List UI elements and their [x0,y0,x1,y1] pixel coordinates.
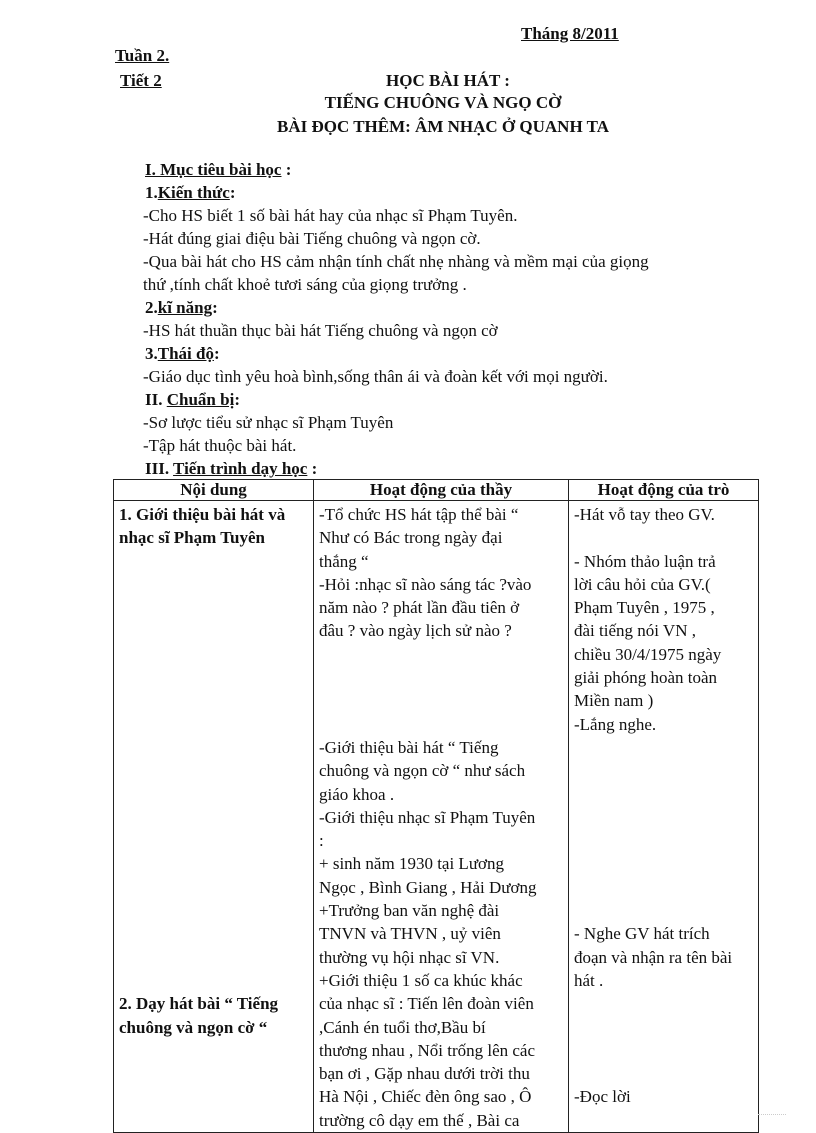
table-header-row [114,480,759,501]
period-label: Tiết 2 [120,71,162,90]
cell-line [319,666,564,689]
cell-line: -Hát vỗ tay theo GV. [574,505,715,524]
cell-line [319,643,564,666]
cell-line: chuông và ngọn cờ “ [119,1017,268,1037]
preparation-heading [145,390,240,410]
skills-heading [145,298,218,318]
cell-line: - Nhóm thảo luận trả [574,551,716,571]
cell-line [574,806,754,829]
attitude-num: 3. [145,344,158,363]
cell-line [119,713,309,736]
cell-line: Miền nam ) [574,691,654,711]
cell-line: -Giới thiệu nhạc sĩ Phạm Tuyên [319,807,536,827]
cell-line: -Giới thiệu bài hát “ Tiếng [319,737,499,757]
process-heading [145,459,317,479]
process-num: III. [145,459,174,478]
knowledge-line: thứ ,tính chất khoẻ tươi sáng của giọng trưởng . [143,275,467,294]
cell-line [574,526,754,549]
header-teacher: Hoạt động của thầy [314,480,569,501]
cell-line: + sinh năm 1930 tại Lương [319,854,505,874]
skills-num: 2. [145,298,158,317]
preparation-num: II. [145,390,167,409]
objectives-heading [145,160,291,180]
knowledge-label: Kiến thức [157,183,230,202]
cell-line [119,573,309,596]
knowledge-num: 1. [145,183,158,202]
cell-line: giáo khoa . [319,784,395,804]
cell-line [119,689,309,712]
cell-line: : [319,831,324,851]
cell-line [574,1039,754,1062]
cell-line [119,899,309,922]
cell-line: Ngọc , Bình Giang , Hải Dương [319,877,537,897]
cell-line: -Hỏi :nhạc sĩ nào sáng tác ?vào [319,574,532,594]
knowledge-heading [145,183,235,203]
cell-line [574,992,754,1015]
cell-line: thường vụ hội nhạc sĩ VN. [319,947,500,967]
cell-line [119,852,309,875]
preparation-line: -Tập hát thuộc bài hát. [143,436,297,455]
week-label: Tuần 2. [115,46,170,65]
cell-line: - Nghe GV hát trích [574,924,710,944]
skills-line: -HS hát thuần thục bài hát Tiếng chuông và ngọn cờ [143,321,498,340]
cell-line: năm nào ? phát lần đầu tiên ở [319,598,520,618]
preparation-line: -Sơ lược tiểu sử nhạc sĩ Phạm Tuyên [143,413,394,432]
table-row [114,501,759,1133]
preparation-colon: : [234,390,240,409]
cell-line [119,783,309,806]
cell-line: đâu ? vào ngày lịch sử nào ? [319,621,512,641]
process-colon: : [307,459,318,478]
cell-line: Như có Bác trong ngày đại [319,528,503,548]
cell-line: -Lắng nghe. [574,714,657,734]
header-student: Hoạt động của trò [569,480,759,501]
preparation-label: Chuẩn bị [166,390,235,409]
cell-line: giải phóng hoàn toàn [574,668,718,688]
cell-teacher [314,501,569,1133]
objectives-heading-suffix: : [281,160,292,179]
cell-line [119,922,309,945]
cell-line: +Trưởng ban văn nghệ đài [319,901,500,921]
cell-content [114,501,314,1133]
lesson-title-line3: BÀI ĐỌC THÊM: ÂM NHẠC Ở QUANH TA [277,117,609,136]
cell-line [119,876,309,899]
cell-line: Hà Nội , Chiếc đèn ông sao , Ô [319,1087,532,1107]
cell-line [319,713,564,736]
lesson-title-line2: TIẾNG CHUÔNG VÀ NGỌ CỜ [324,93,562,112]
cell-line [119,806,309,829]
attitude-label: Thái độ [157,344,214,363]
cell-line: hát . [574,970,604,990]
cell-line: nhạc sĩ Phạm Tuyên [119,528,265,548]
skills-label: kĩ năng [157,298,213,317]
cell-line [574,829,754,852]
cell-line: -Tổ chức HS hát tập thể bài “ [319,505,519,524]
cell-line: 2. Dạy hát bài “ Tiếng [119,994,279,1014]
cell-student [569,501,759,1133]
cell-line: trường cô dạy em thế , Bài ca [319,1110,520,1130]
knowledge-line: -Qua bài hát cho HS cảm nhận tính chất nhẹ nhàng và mềm mại của giọng [143,252,649,271]
cell-line: của nhạc sĩ : Tiến lên đoàn viên [319,994,534,1014]
cell-line [574,852,754,875]
cell-line [119,619,309,642]
cell-line: Phạm Tuyên , 1975 , [574,598,715,618]
cell-line [119,550,309,573]
cell-line: -Đọc lời [574,1087,631,1107]
process-label: Tiến trình dạy học [173,459,308,478]
cell-line: lời câu hỏi của GV.( [574,574,711,594]
cell-line [574,899,754,922]
page-mark [758,1114,786,1115]
knowledge-colon: : [229,183,236,202]
cell-line: chuông và ngọn cờ “ như sách [319,761,526,781]
attitude-line: -Giáo dục tình yêu hoà bình,sống thân ái và đoàn kết với mọi người. [143,367,608,386]
cell-line [119,946,309,969]
cell-line [574,736,754,759]
lesson-table [113,479,759,1133]
cell-line [119,736,309,759]
lesson-title-line1: HỌC BÀI HÁT : [386,71,510,90]
cell-line [119,643,309,666]
cell-line: bạn ơi , Gặp nhau dưới trời thu [319,1064,530,1084]
cell-line: ,Cánh én tuổi thơ,Bầu bí [319,1017,486,1037]
cell-line: 1. Giới thiệu bài hát và [119,505,286,524]
knowledge-line: -Cho HS biết 1 số bài hát hay của nhạc sĩ Phạm Tuyên. [143,206,518,225]
skills-colon: : [212,298,218,317]
cell-line: chiều 30/4/1975 ngày [574,644,722,664]
cell-line: +Giới thiệu 1 số ca khúc khác [319,970,523,990]
header-content: Nội dung [114,480,314,501]
attitude-heading [145,344,220,364]
cell-line [119,666,309,689]
cell-line [574,1016,754,1039]
cell-line [119,759,309,782]
cell-line [119,829,309,852]
cell-line: thắng “ [319,551,369,571]
cell-line [574,1062,754,1085]
cell-line [119,969,309,992]
attitude-colon: : [213,344,220,363]
cell-line: thương nhau , Nổi trống lên các [319,1040,536,1060]
cell-line [119,596,309,619]
cell-line: đài tiếng nói VN , [574,621,696,641]
cell-line [574,876,754,899]
cell-line: TNVN và THVN , uỷ viên [319,924,501,944]
objectives-heading-text: I. Mục tiêu bài học [145,160,282,179]
cell-line: đoạn và nhận ra tên bài [574,947,733,967]
knowledge-line: -Hát đúng giai điệu bài Tiếng chuông và ngọn cờ. [143,229,481,248]
date-label: Tháng 8/2011 [521,24,619,43]
cell-line [574,759,754,782]
cell-line [574,783,754,806]
cell-line [319,689,564,712]
